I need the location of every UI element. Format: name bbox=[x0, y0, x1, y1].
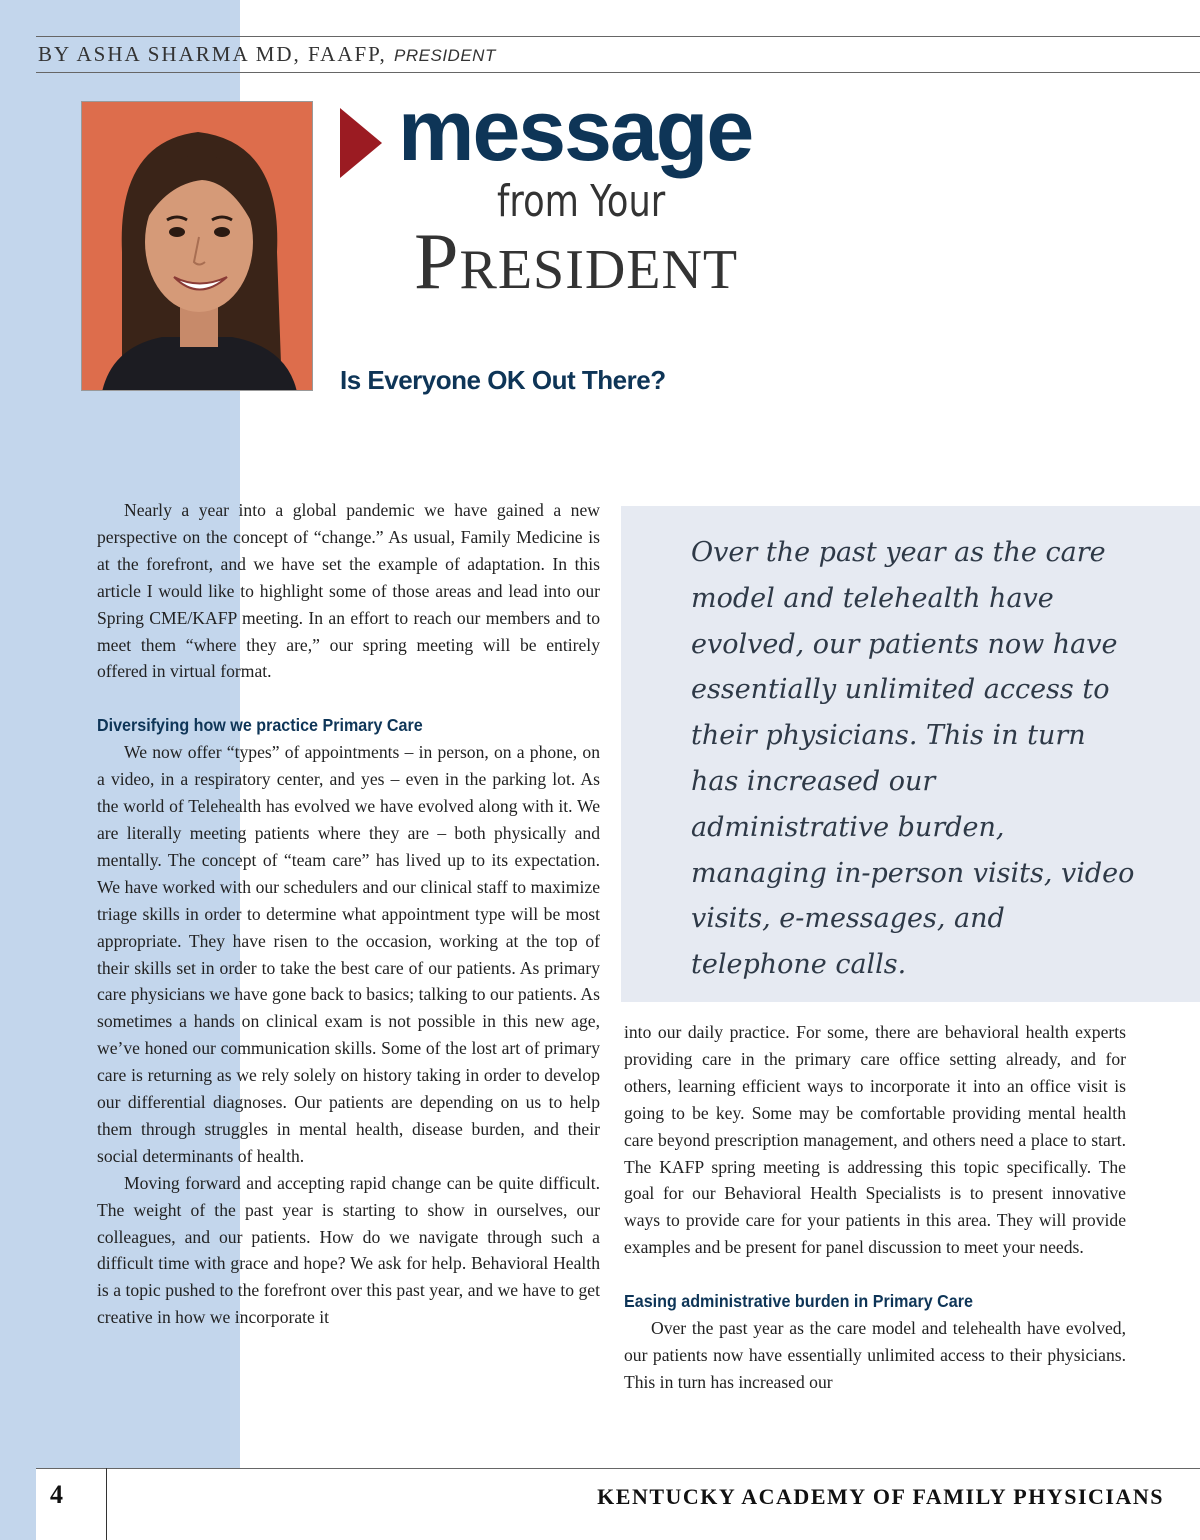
portrait-photo-icon bbox=[82, 102, 313, 391]
article-right-column bbox=[624, 1019, 1126, 1396]
paragraph-moving-forward: Moving forward and accepting rapid change can be quite difficult. The weight of the past year is starting to show in ourselves, our colleagues, and our patients. How do we navigate through such a difficult time with grace and hope? We ask for help. Behavioral Health is a topic pushed to the forefront over this past year, and we have to get creative in how we incorporate it bbox=[97, 1172, 600, 1328]
paragraph-behavioral-health: into our daily practice. For some, there are behavioral health experts providing care in the primary care office setting already, and for others, learning efficient ways to incorporate it into an office visit is going to be key. Some may be comfortable providing mental health care beyond prescription management, and others need a place to start. The KAFP spring meeting is addressing this topic specifically. The goal for our Behavioral Health Specialists is to present innovative ways to provide care for your patients in this area. They will provide examples and be present for panel discussion to meet your needs. bbox=[624, 1022, 1126, 1258]
title-president: President bbox=[414, 218, 739, 306]
section-heading-diversifying: Diversifying how we practice Primary Care bbox=[97, 715, 423, 736]
author-photo bbox=[81, 101, 313, 391]
top-rule bbox=[36, 36, 1200, 37]
footer-organization: KENTUCKY ACADEMY OF FAMILY PHYSICIANS bbox=[597, 1484, 1164, 1509]
footer-divider bbox=[106, 1468, 107, 1540]
byline-author: BY ASHA SHARMA MD, FAAFP, bbox=[38, 42, 387, 66]
left-color-band-footer bbox=[0, 1468, 36, 1540]
article-subtitle: Is Everyone OK Out There? bbox=[340, 365, 666, 395]
paragraph-intro: Nearly a year into a global pandemic we have gained a new perspective on the concept of “change.” As usual, Family Medicine is at the forefront, and we have set the example of adaptation. In this article I would like to highlight some of those areas and lead into our Spring CME/KAFP meeting. In an effort to reach our members and to meet them “where they are,” our spring meeting will be entirely offered in virtual format. bbox=[97, 500, 600, 682]
paragraph-appointments: We now offer “types” of appointments – in person, on a phone, on a video, in a respiratory center, and yes – even in the parking lot. As the world of Telehealth has evolved we have evolved along with it. We are literally meeting patients where they are – both physically and mentally. The concept of “team care” has lived up to its expectation. We have worked with our schedulers and our clinical staff to maximize triage skills in order to determine what appointment type will be most appropriate. They have risen to the occasion, working at the top of their skills set in order to take the best care of our patients. As primary care physicians we have gone back to basics; talking to our patients. As sometimes a hands on clinical exam is not possible in this new age, we’ve honed our communication skills. Some of the lost art of primary care is returning as we rely solely on history taking in order to develop our differential diagnoses. Our patients are depending on us to help them through struggles in mental health, disease burden, and their social determinants of health. bbox=[97, 742, 600, 1166]
byline-rule bbox=[36, 72, 1200, 73]
footer-rule bbox=[36, 1468, 1200, 1469]
title-arrow-icon bbox=[340, 108, 382, 178]
pull-quote-text: Over the past year as the care model and telehealth have evolved, our patients now have essentially unlimited access to their physicians. This in turn has increased our administrative burden, managing in-person visits, video visits, e-messages, and telephone calls. bbox=[691, 537, 1135, 981]
title-from-your: from Your bbox=[497, 176, 666, 227]
byline-role: PRESIDENT bbox=[394, 46, 496, 65]
section-heading-administrative: Easing administrative burden in Primary Care bbox=[624, 1291, 973, 1312]
byline bbox=[38, 42, 496, 67]
page-number: 4 bbox=[50, 1480, 63, 1509]
article-left-column bbox=[97, 497, 600, 1331]
pull-quote bbox=[621, 506, 1200, 1002]
paragraph-administrative: Over the past year as the care model and telehealth have evolved, our patients now have essentially unlimited access to their physicians. This in turn has increased our bbox=[624, 1318, 1126, 1392]
title-message: message bbox=[398, 83, 753, 179]
